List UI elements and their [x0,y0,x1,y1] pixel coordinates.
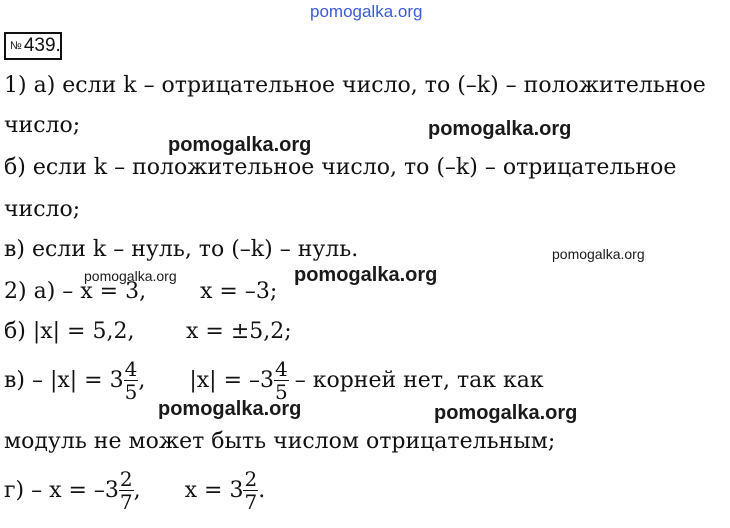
line-8-part-d: – корней нет, так как [294,367,544,393]
fraction-2-7 [243,468,258,513]
problem-number: 439. [23,35,61,56]
line-10-part-c: x = 3 [184,477,244,503]
solution-line-7b: x = ±5,2; [186,319,292,344]
number-sign: № [10,40,22,52]
solution-line-3: б) если k – положительное число, то (–k) – отрицательное [4,155,677,180]
fraction-4-5 [124,358,139,403]
numerator: 4 [275,357,288,381]
watermark: pomogalka.org [294,264,438,286]
solution-line-6a: 2) а) – x = 3, [4,279,147,304]
watermark: pomogalka.org [434,402,578,424]
denominator: 7 [119,490,133,514]
solution-line-9: модуль не может быть числом отрицательным; [4,429,556,454]
watermark-top: pomogalka.org [310,2,423,21]
line-10-part-a: г) – x = –3 [4,477,119,503]
fraction-2-7 [119,468,134,513]
problem-number-box [4,32,62,60]
line-10-part-d: . [258,477,266,503]
line-10-part-b: , [133,477,141,503]
solution-line-4: число; [4,197,81,222]
solution-line-7a: б) |x| = 5,2, [4,319,135,344]
solution-line-10 [4,468,265,513]
watermark: pomogalka.org [428,118,572,140]
watermark: pomogalka.org [552,246,645,262]
watermark: pomogalka.org [168,134,312,156]
denominator: 5 [124,380,138,404]
solution-line-8 [4,358,544,403]
line-8-part-b: , [138,367,146,393]
watermark: pomogalka.org [158,398,302,420]
line-8-part-c: |x| = –3 [189,367,274,393]
solution-line-6b: x = –3; [200,279,278,304]
denominator: 5 [275,380,288,404]
numerator: 2 [119,467,133,491]
numerator: 4 [124,357,138,381]
solution-line-1: 1) а) если k – отрицательное число, то (–k) – положительное [4,73,706,98]
fraction-4-5 [274,358,289,403]
numerator: 2 [244,467,258,491]
line-8-part-a: в) – |x| = 3 [4,367,124,393]
solution-line-2: число; [4,113,81,138]
solution-line-5: в) если k – нуль, то (–k) – нуль. [4,237,359,262]
denominator: 7 [244,490,258,514]
watermark: pomogalka.org [84,268,177,284]
